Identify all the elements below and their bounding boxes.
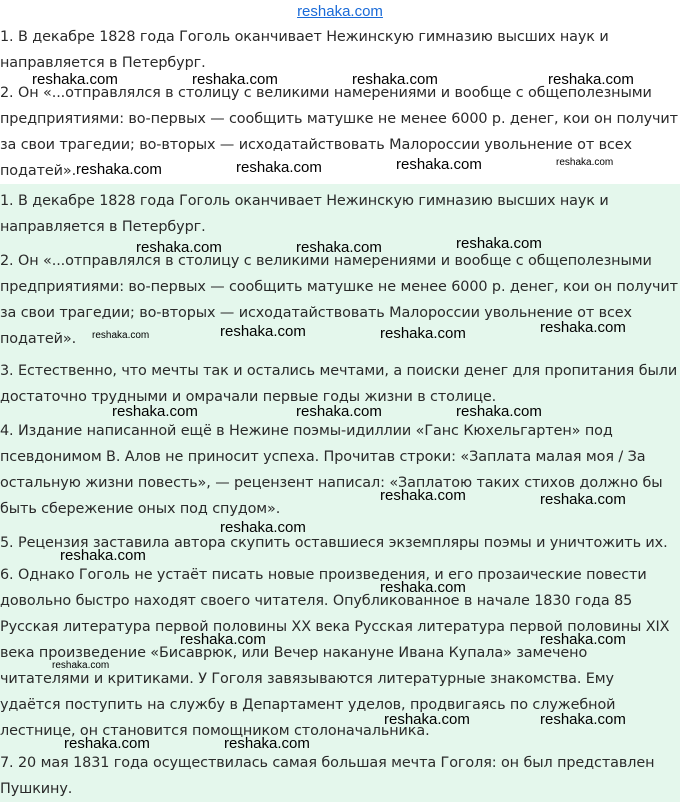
watermark-text: reshaka.com xyxy=(556,157,614,168)
watermark-text: reshaka.com xyxy=(380,487,466,504)
watermark-text: reshaka.com xyxy=(540,491,626,508)
watermark-text: reshaka.com xyxy=(540,319,626,336)
watermark-text: reshaka.com xyxy=(220,323,306,340)
main-paragraph-4: 4. Издание написанной ещё в Нежине поэмы-идиллии «Ганс Кюхельгартен» под псевдонимом В. Алов не приносит успеха. Прочитав строки: «Заплата малая моя / За остальную жизни повесть», — рецензент написал: «Заплатою таких стихов должно бы быть сбережение оных под спудом». xyxy=(0,423,663,517)
watermark-text: reshaka.com xyxy=(64,735,150,752)
watermark-text: reshaka.com xyxy=(112,403,198,420)
watermark-text: reshaka.com xyxy=(296,403,382,420)
watermark-text: reshaka.com xyxy=(224,735,310,752)
main-paragraph-2: 2. Он «...отправлялся в столицу с великими намерениями и вообще с общеполезными предприятиями: во-первых — сообщить матушке не менее 6000 р. денег, кои он получит за свои трагедии; во-вторых — исходатайствовать Малороссии увольнение от всех податей». xyxy=(0,253,678,347)
watermark-text: reshaka.com xyxy=(352,71,438,88)
main-paragraph-6: 6. Однако Гоголь не устаёт писать новые произведения, и его прозаические повести довольно быстро находят своего читателя. Опубликованное в начале 1830 года 85 Русская литература первой половины XX века Русская литература первой половины XIX века произведение «Бисаврюк, или Вечер накануне Ивана Купала» замечено читателями и критиками. У Гоголя завязываются литературные знакомства. Ему удаётся поступить на службу в Департамент уделов, продвигаясь по служебной лестнице, он становится помощником столоначальника. xyxy=(0,567,670,739)
watermark-text: reshaka.com xyxy=(456,403,542,420)
watermark-text: reshaka.com xyxy=(396,156,482,173)
watermark-text: reshaka.com xyxy=(180,631,266,648)
watermark-text: reshaka.com xyxy=(92,330,150,341)
watermark-text: reshaka.com xyxy=(52,660,110,671)
watermark-text: reshaka.com xyxy=(192,71,278,88)
watermark-text: reshaka.com xyxy=(220,519,306,536)
site-link[interactable]: reshaka.com xyxy=(297,3,383,20)
main-paragraph-1: 1. В декабре 1828 года Гоголь оканчивает Нежинскую гимназию высших наук и направляется в Петербург. xyxy=(0,193,609,235)
watermark-text: reshaka.com xyxy=(380,325,466,342)
watermark-text: reshaka.com xyxy=(236,159,322,176)
watermark-text: reshaka.com xyxy=(76,161,162,178)
top-paragraph-1: 1. В декабре 1828 года Гоголь оканчивает Нежинскую гимназию высших наук и направляется в Петербург. xyxy=(0,29,609,71)
watermark-text: reshaka.com xyxy=(540,631,626,648)
watermark-text: reshaka.com xyxy=(548,71,634,88)
watermark-text: reshaka.com xyxy=(60,547,146,564)
main-paragraph-7: 7. 20 мая 1831 года осуществилась самая большая мечта Гоголя: он был представлен Пушкину. xyxy=(0,755,655,797)
main-paragraph-5: 5. Рецензия заставила автора скупить оставшиеся экземпляры поэмы и уничтожить их. xyxy=(0,535,668,551)
watermark-text: reshaka.com xyxy=(384,711,470,728)
main-paragraph-3: 3. Естественно, что мечты так и остались мечтами, а поиски денег для пропитания были достаточно трудными и омрачали первые годы жизни в столице. xyxy=(0,363,678,405)
watermark-text: reshaka.com xyxy=(380,579,466,596)
watermark-text: reshaka.com xyxy=(296,239,382,256)
watermark-text: reshaka.com xyxy=(136,239,222,256)
watermark-text: reshaka.com xyxy=(540,711,626,728)
watermark-text: reshaka.com xyxy=(456,235,542,252)
top-paragraph-2: 2. Он «...отправлялся в столицу с великими намерениями и вообще с общеполезными предприятиями: во-первых — сообщить матушке не менее 6000 р. денег, кои он получит за свои трагедии; во-вторых — исходатайствовать Малороссии увольнение от всех податей». xyxy=(0,85,678,179)
watermark-text: reshaka.com xyxy=(32,71,118,88)
